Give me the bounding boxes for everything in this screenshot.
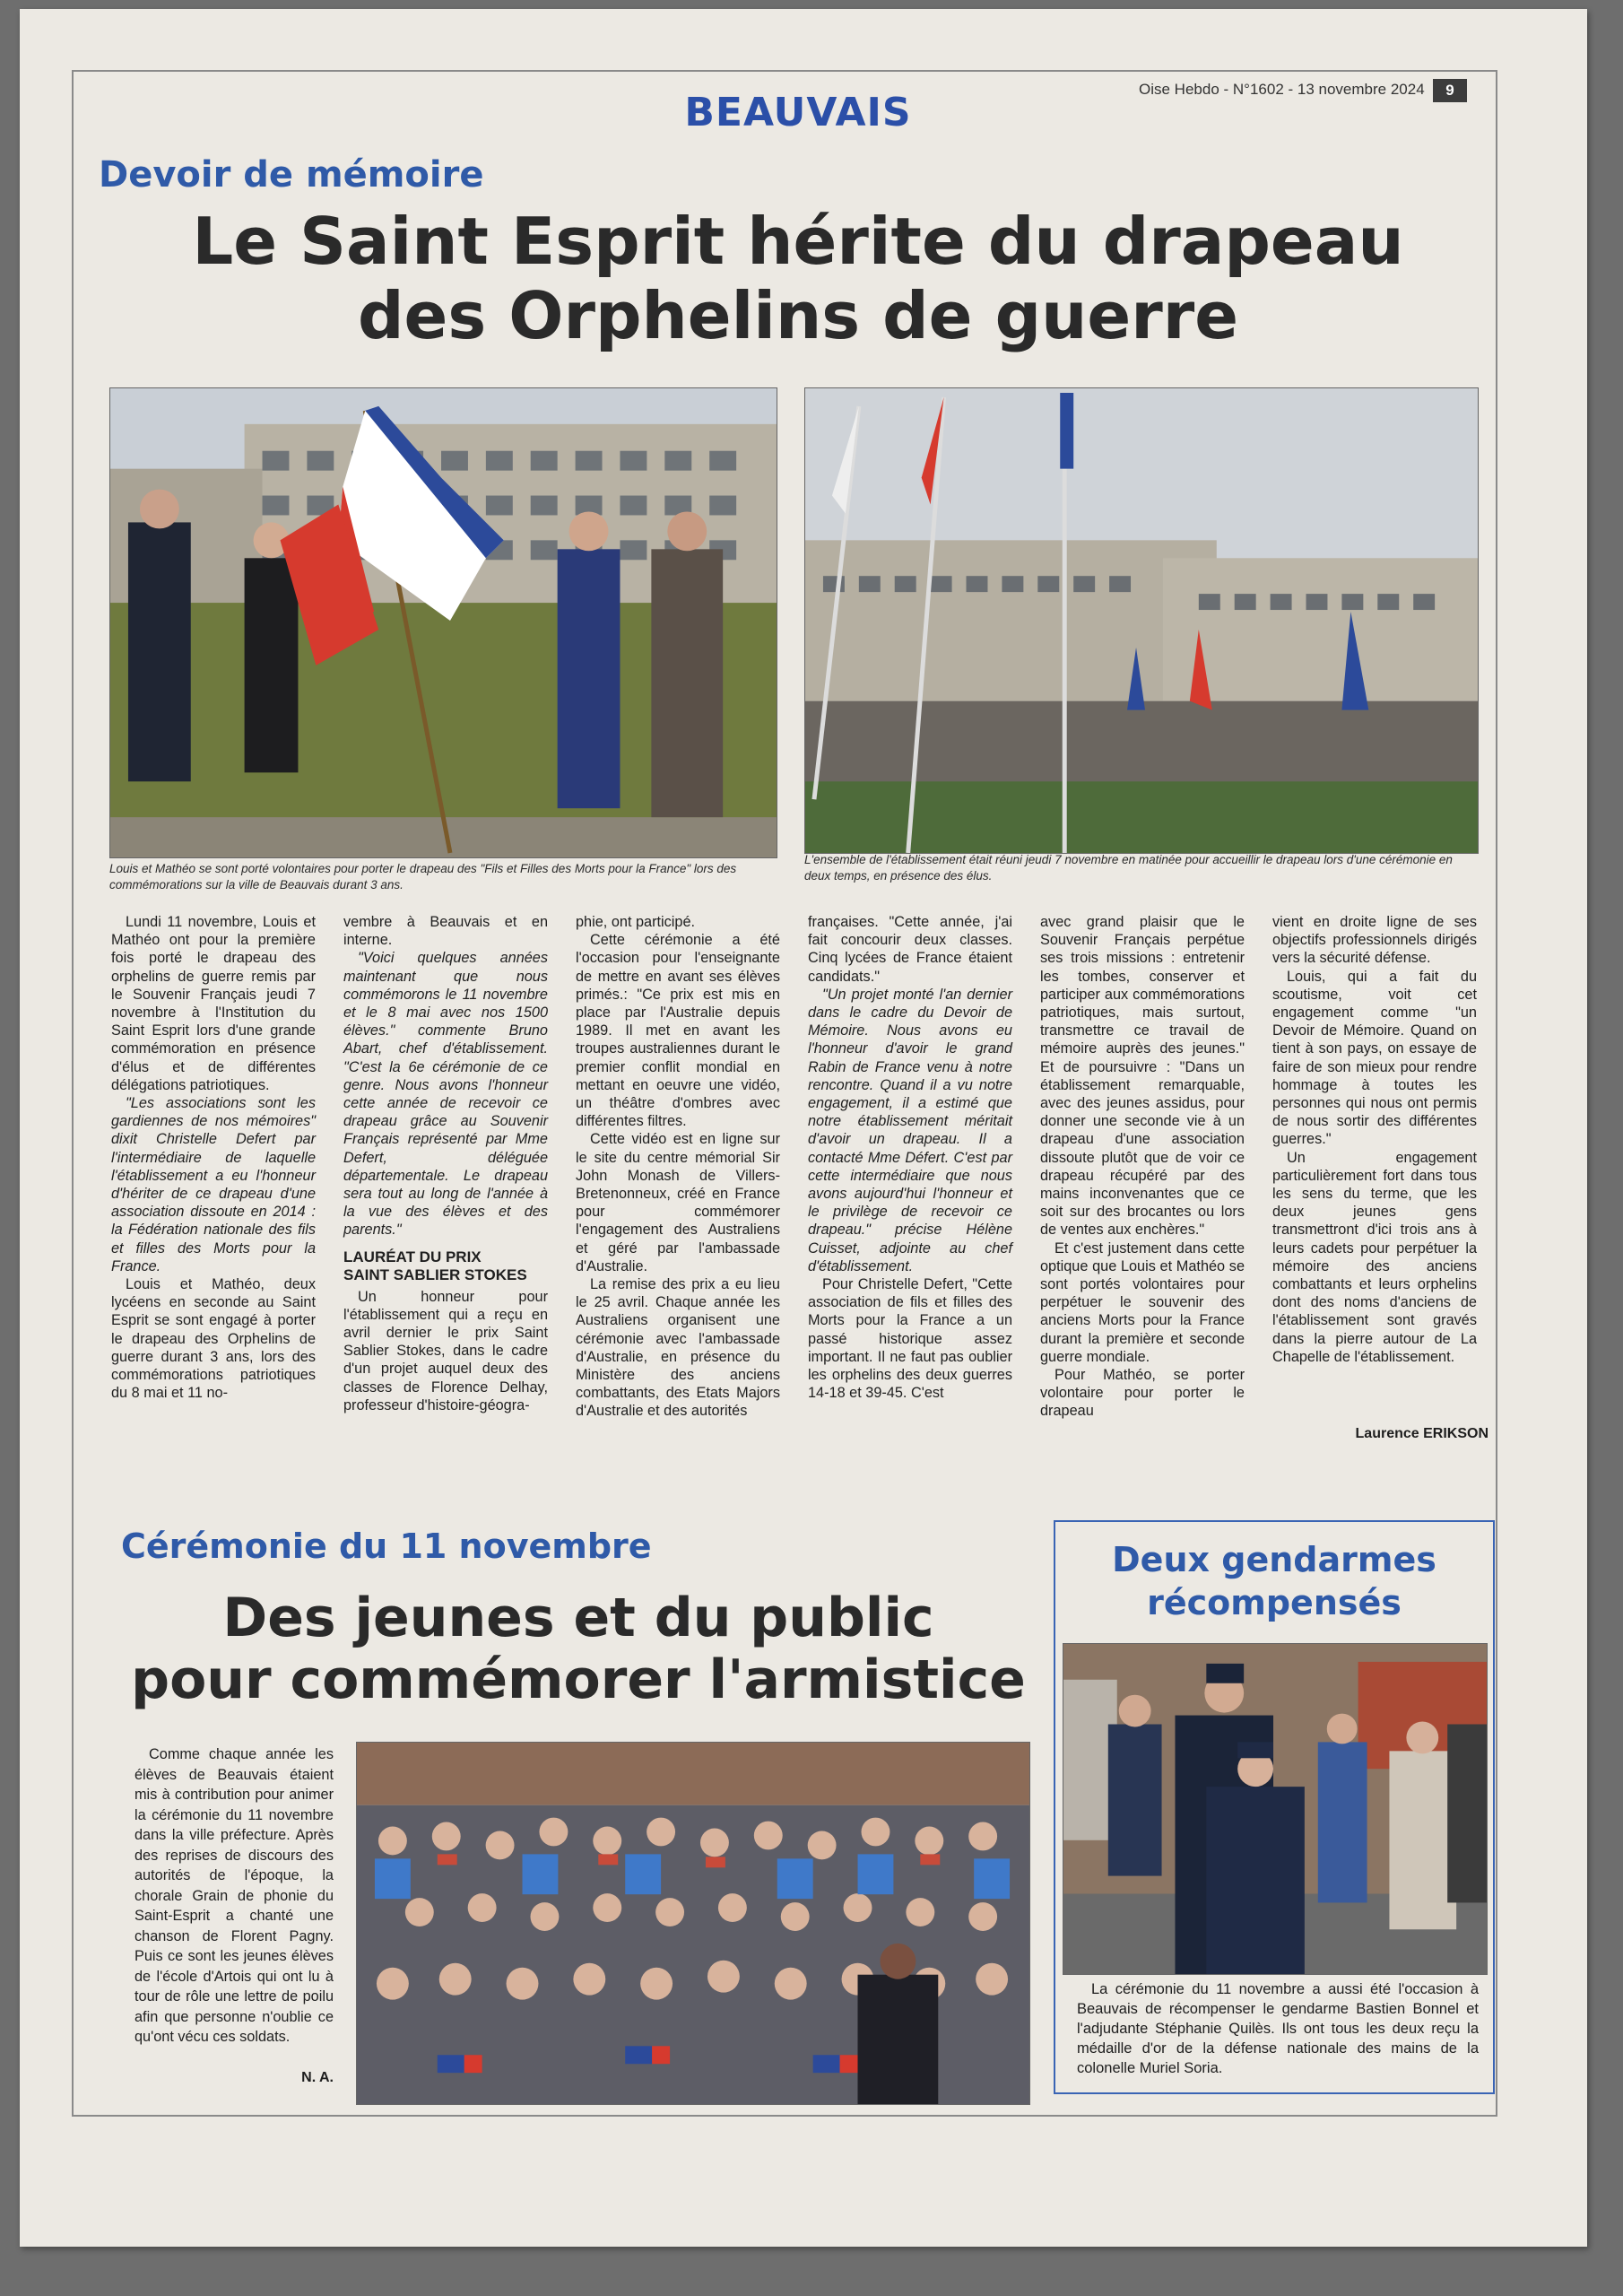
page-number: 9 <box>1433 79 1467 102</box>
paragraph: Comme chaque année les élèves de Beauvais étaient mis à contribution pour animer la cérémonie du 11 novembre dans la ville préfecture. Après des reprises de discours des autorités de l'époque, la chorale Grain de phonie du Saint-Esprit a chanté une chanson de Florent Pagny. Puis ce sont les jeunes élèves de l'école d'Artois qui ont lu à tour de rôle une lettre de poilu afin que personne n'oublie ce qu'ont vécu ces soldats. <box>135 1746 334 2045</box>
paragraph: Louis, qui a fait du scoutisme, voit cet engagement comme "un Devoir de Mémoire. Quand on tient à son pays, on essaye de faire de son mieux pour rendre hommage à toutes les personnes qui nous ont permis de nous sortir des différentes guerres." <box>1272 968 1477 1148</box>
article1-headline-line2: des Orphelins de guerre <box>357 277 1239 353</box>
folio: Oise Hebdo - N°1602 - 13 novembre 2024 <box>1139 81 1425 98</box>
article2-headline-line1: Des jeunes et du public <box>222 1587 934 1649</box>
article1-column-4 <box>808 913 1012 1402</box>
children-choir-illustration <box>357 1743 1029 2104</box>
paragraph: La remise des prix a eu lieu le 25 avril. Chaque année les Australiens organisent une cérémonie avec l'ambassade d'Australie, en présence du Ministère des anciens combattants, des Etats Majors d'Australie et des autorités <box>576 1276 780 1420</box>
paragraph: Un honneur pour l'établissement qui a reçu en avril dernier le prix Saint Sablier Stokes, dans le cadre d'un projet auquel deux des classes de Florence Delhay, professeur d'histoire-géogra- <box>343 1288 548 1413</box>
article2-headline <box>117 1587 1040 1711</box>
article1-kicker: Devoir de mémoire <box>99 154 484 196</box>
paragraph: "Voici quelques années maintenant que nous commémorons le 11 novembre et le 8 mai avec nos 1500 élèves." commente Bruno Abart, chef d'établissement. "C'est la 6e cérémonie de ce genre. Nous avons l'honneur cette année de recevoir ce drapeau grâce au Souvenir Français représenté par Mme Defert, déléguée départementale. Le drapeau sera tout au long de l'année à la vue des élèves et des parents." <box>343 950 548 1239</box>
article2-kicker: Cérémonie du 11 novembre <box>121 1526 652 1566</box>
article2-headline-line2: pour commémorer l'armistice <box>131 1648 1026 1711</box>
paragraph: Pour Mathéo, se porter volontaire pour porter le drapeau <box>1040 1367 1245 1420</box>
paragraph: vembre à Beauvais et en interne. <box>343 914 548 949</box>
article3-caption: La cérémonie du 11 novembre a aussi été l'occasion à Beauvais de récompenser le gendarme Bastien Bonnel et l'adjudante Stéphanie Quilès. Ils ont tous les deux reçu la médaille d'or de la défense nationale des mains de la colonelle Muriel Soria. <box>1077 1981 1479 2076</box>
paragraph: vient en droite ligne de ses objectifs professionnels dirigés vers la sécurité défense. <box>1272 914 1477 967</box>
paragraph: Un engagement particulièrement fort dans tous les sens du terme, que les deux jeunes gens transmettront d'ici trois ans à leurs cadets pour perpétuer la mémoire des anciens combattants et leurs orphelins dont des noms d'anciens de l'établissement sont gravés dans la pierre autour de La Chapelle de l'établissement. <box>1272 1149 1477 1365</box>
article1-column-1 <box>111 913 316 1402</box>
photo-gendarmes <box>1063 1643 1488 1975</box>
flag-bearers-illustration <box>110 388 777 857</box>
article3-title <box>1055 1538 1493 1624</box>
paragraph: Lundi 11 novembre, Louis et Mathéo ont pour la première fois porté le drapeau des orphelins de guerre remis par le Souvenir Français jeudi 7 novembre à l'Institution du Saint Esprit lors d'une grande commémoration en présence d'élus et de différentes délégations patriotiques. <box>111 914 316 1093</box>
article3-title-line1: Deux gendarmes <box>1112 1540 1436 1579</box>
photo-courtyard-ceremony <box>804 387 1479 854</box>
caption-flag-bearers: Louis et Mathéo se sont porté volontaires pour porter le drapeau des "Fils et Filles des Morts pour la France" lors des commémorations sur la ville de Beauvais durant 3 ans. <box>109 862 737 891</box>
paragraph: phie, ont participé. <box>576 914 696 930</box>
paragraph: Cette vidéo est en ligne sur le site du centre mémorial Sir John Monash de Villers-Bretenonneux, créé en France pour commémorer l'engagement des Australiens et géré par l'ambassade d'Australie. <box>576 1131 780 1274</box>
article2-body <box>135 1744 334 2048</box>
article2-byline: N. A. <box>301 2070 334 2085</box>
photo-children-choir <box>356 1742 1030 2105</box>
subhead <box>343 1248 548 1284</box>
paragraph: "Les associations sont les gardiennes de nos mémoires" dixit Christelle Defert par l'intermédiaire de laquelle l'établissement a eu l'honneur d'hériter de ce drapeau d'une association dissoute en 2014 : la Fédération nationale des fils et filles des Morts pour la France. <box>111 1095 316 1274</box>
paragraph: avec grand plaisir que le Souvenir Français perpétue ses trois missions : entretenir les tombes, conserver et participer aux commémorations patriotiques, mais surtout, transmettre ce travail de mémoire auprès des jeunes." Et de poursuivre : "Dans un établissement remarquable, avec des jeunes assidus, pour donner une seconde vie à un drapeau d'une association dissoute plutôt que de voir ce drapeau récupéré par des mains inconvenantes que ce soit sur des brocantes ou lors de ventes aux enchères." <box>1040 914 1245 1239</box>
article1-headline-line1: Le Saint Esprit hérite du drapeau <box>192 204 1404 279</box>
subhead-line: LAURÉAT DU PRIX <box>343 1248 482 1265</box>
article1-column-6 <box>1272 913 1477 1366</box>
article1-column-5 <box>1040 913 1245 1421</box>
subhead-line: SAINT SABLIER STOKES <box>343 1265 527 1283</box>
gendarmes-box <box>1054 1520 1495 2094</box>
article3-title-line2: récompensés <box>1147 1583 1402 1622</box>
caption-courtyard-ceremony: L'ensemble de l'établissement était réuni jeudi 7 novembre en matinée pour accueillir le drapeau lors d'une cérémonie en deux temps, en présence des élus. <box>804 853 1453 883</box>
article1-byline: Laurence ERIKSON <box>1355 1426 1488 1441</box>
paragraph: "Un projet monté l'an dernier dans le cadre du Devoir de Mémoire. Nous avons eu l'honneur d'avoir le grand Rabin de France venu à notre rencontre. Quand il a vu notre engagement, il a estimé que notre établissement méritait d'avoir un drapeau. Il a contacté Mme Défert. C'est par cette intermédiaire que nous avons aujourd'hui l'honneur et le privilège de recevoir ce drapeau." précise Hélène Cuisset, adjointe au chef d'établissement. <box>808 986 1012 1274</box>
paragraph: Cette cérémonie a été l'occasion pour l'enseignante de mettre en avant ses élèves primés.: "Ce prix est mis en place par l'Australie depuis 1989. Il met en avant les troupes australiennes durant le premier conflit mondial en mettant en oeuvre une vidéo, un théâtre d'ombres avec différentes filtres. <box>576 932 780 1130</box>
paragraph: françaises. "Cette année, j'ai fait concourir deux classes. Cinq lycées de France étaient candidats." <box>808 914 1012 985</box>
article1-column-3 <box>576 913 780 1421</box>
paragraph: Et c'est justement dans cette optique que Louis et Mathéo se sont portés volontaires pour perpétuer le souvenir des anciens Morts pour la France durant la première et seconde guerre mondiale. <box>1040 1239 1245 1365</box>
article1-headline <box>108 204 1488 353</box>
paragraph: Louis et Mathéo, deux lycéens en seconde au Saint Esprit se sont engagé à porter le drapeau des Orphelins de guerre durant 3 ans, lors des commémorations patriotiques du 8 mai et 11 no- <box>111 1276 316 1402</box>
photo-flag-bearers <box>109 387 777 858</box>
courtyard-ceremony-illustration <box>805 388 1478 853</box>
gendarmes-illustration <box>1063 1644 1487 1974</box>
paragraph: Pour Christelle Defert, "Cette association de fils et filles des Morts pour la France a un passé historique assez important. Il ne faut pas oublier les orphelins des deux guerres 14-18 et 39-45. C'est <box>808 1276 1012 1402</box>
article1-column-2 <box>343 913 548 1414</box>
section-header: BEAUVAIS <box>684 90 912 135</box>
